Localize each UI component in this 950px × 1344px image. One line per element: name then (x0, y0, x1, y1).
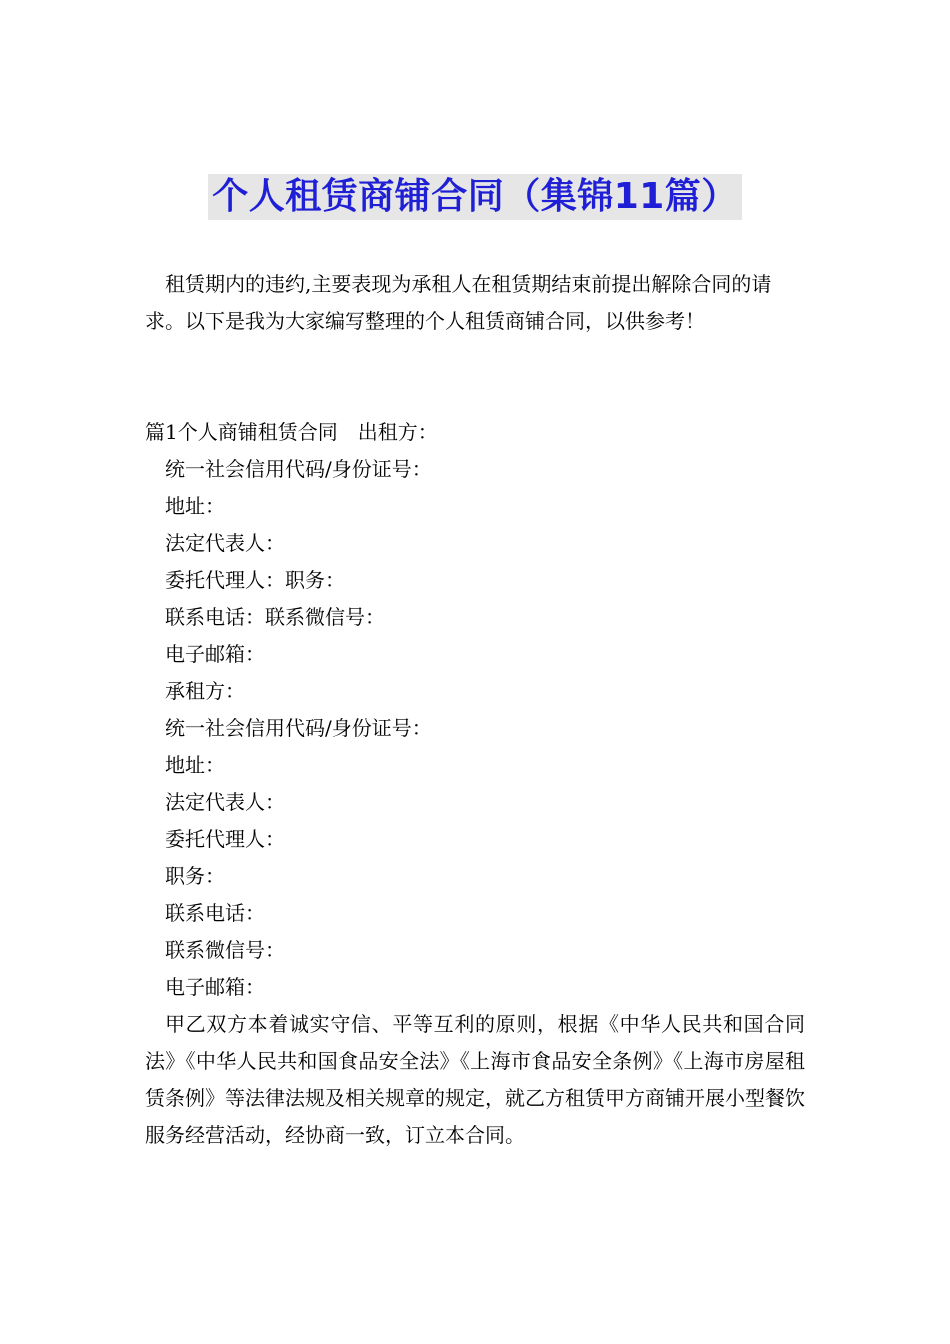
field-line: 地址： (165, 494, 225, 518)
field-line: 统一社会信用代码/身份证号： (165, 457, 432, 481)
field-line: 承租方： (165, 679, 245, 703)
field-line: 联系微信号： (165, 938, 285, 962)
field-line: 联系电话：联系微信号： (165, 605, 385, 629)
field-line: 联系电话： (165, 901, 265, 925)
field-line: 电子邮箱： (165, 975, 265, 999)
field-line: 地址： (165, 753, 225, 777)
section-heading: 篇1个人商铺租赁合同 出租方： (145, 420, 438, 444)
field-line: 委托代理人：职务： (165, 568, 345, 592)
field-line: 职务： (165, 864, 225, 888)
intro-paragraph: 租赁期内的违约,主要表现为承租人在租赁期结束前提出解除合同的请求。以下是我为大家编写整理的个人租赁商铺合同，以供参考！ (145, 272, 772, 333)
closing-paragraph: 甲乙双方本着诚实守信、平等互利的原则，根据《中华人民共和国合同法》《中华人民共和国食品安全法》《上海市食品安全条例》《上海市房屋租赁条例》等法律法规及相关规章的规定，就乙方租赁甲方商铺开展小型餐饮服务经营活动，经协商一致，订立本合同。 (145, 1012, 805, 1147)
title-container (0, 174, 950, 220)
contract-body (145, 414, 805, 1154)
document-title: 个人租赁商铺合同（集锦11篇） (208, 174, 742, 220)
field-line: 委托代理人： (165, 827, 285, 851)
field-line: 统一社会信用代码/身份证号： (165, 716, 432, 740)
field-line: 法定代表人： (165, 790, 285, 814)
field-line: 电子邮箱： (165, 642, 265, 666)
field-line: 法定代表人： (165, 531, 285, 555)
